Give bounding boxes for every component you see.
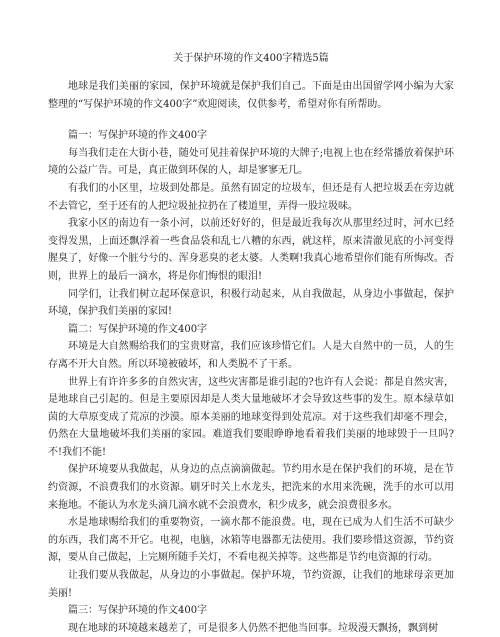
body-paragraph: 有我们的小区里，垃圾到处都是。虽然有固定的垃圾车，但还是有人把垃圾丢在旁边就不去管它，至于还有的人把垃圾扯拉扔在了楼道里，弄得一股垃圾味。 — [48, 182, 454, 212]
section-heading: 篇一：写保护环境的作文400字 — [68, 130, 208, 142]
body-paragraph: 世界上有许许多多的自然灾害，这些灾害都是谁引起的?也许有人会说：都是自然灾害，是地球自己引起的。但是主要原因却是人类大量地破坏才会导致这些事的发生。原本绿草如茵的大草原变成了荒凉的沙漠。原本美丽的地球变得到处荒凉。对于这些我们却毫不理会，仍然在大量地破坏我们美丽的家园。难道我们要眼睁睁地看着我们美丽的地球毁于一旦吗?不!我们不能! — [48, 376, 454, 458]
section-2 — [48, 321, 454, 603]
intro-paragraph: 地球是我们美丽的家园，保护环境就是保护我们自己。下面是由出国留学网小编为大家整理的“写保护环境的作文400字”欢迎阅读，仅供参考，希望对你有所帮助。 — [48, 81, 454, 110]
section-gap — [48, 113, 454, 127]
body-paragraph: 每当我们走在大街小巷，随处可见挂着保护环境的大牌子;电视上也在经常播放着保护环境的公益广告。可是，真正做到环保的人，却是寥寥无几。 — [48, 147, 454, 177]
body-paragraph: 环境是大自然赐给我们的宝贵财富，我们应该珍惜它们。人是大自然中的一员，人的生存离不开大自然。所以环境被破坏，和人类脱不了干系。 — [48, 341, 454, 370]
section-heading: 篇二：写保护环境的作文400字 — [68, 323, 208, 335]
document-title: 关于保护环境的作文400字精选5篇 — [173, 53, 329, 64]
body-paragraph: 保护环境要从我做起，从身边的点点滴滴做起。节约用水是在保护我们的环境，是在节约资源，不浪费我们的水资源。刷牙时关上水龙头，把洗来的水用来洗碗，洗手的水可以用来拖地。不能认为水龙头滴几滴水就不会浪费水，积少成多，就会浪费很多水。 — [48, 464, 454, 511]
body-paragraph: 同学们，让我们树立起环保意识，积极行动起来，从自我做起，从身边小事做起，保护环境，保护我们美丽的家园! — [48, 288, 454, 318]
body-paragraph: 让我们要从我做起，从身边的小事做起。保护环境，节约资源，让我们的地球母亲更加美丽! — [48, 570, 454, 599]
body-paragraph: 水是地球赐给我们的重要物资，一滴水都不能浪费。电，现在已成为人们生活不可缺少的东西，我们离不开它。电视，电脑，冰箱等电器都无法使用。我们要珍惜这资源，节约资源，要从自己做起，上完厕所随手关灯，不看电视关掉等。这些都是节约电资源的行动。 — [48, 517, 454, 564]
section-heading: 篇三：写保护环境的作文400字 — [68, 605, 208, 617]
section-1 — [48, 127, 454, 321]
body-paragraph: 我家小区的南边有一条小河，以前还好好的，但是最近我每次从那里经过时，河水已经变得发黑，上面还飘浮着一些食品袋和乱七八糟的东西，就这样，原来清澈见底的小河变得腥臭了，好像一个脏兮兮的、浑身恶臭的老太婆。人类啊!我真心地希望你们能有所悔改。否则，世界上的最后一滴水，将是你们悔恨的眼泪! — [48, 218, 454, 282]
section-3 — [48, 602, 454, 637]
body-paragraph: 现在地球的环境越来越差了，可是很多人仍然不把他当回事。垃圾漫天飘扬，飘到树 — [68, 622, 438, 634]
